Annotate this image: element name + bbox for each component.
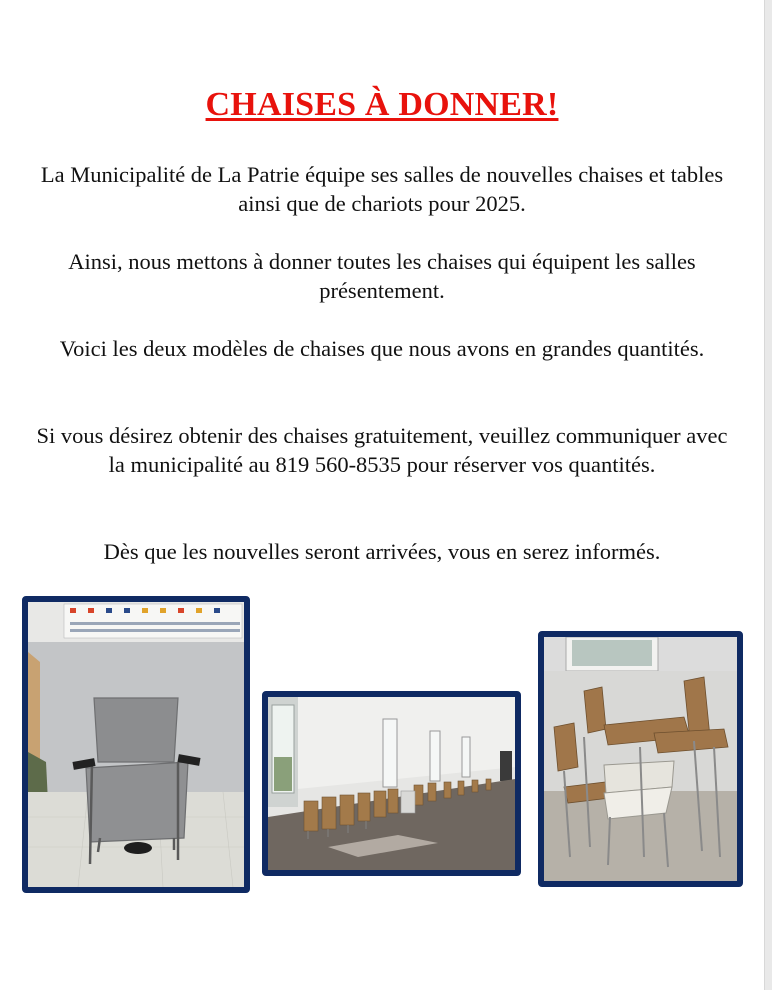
paragraph-models: Voici les deux modèles de chaises que nous avons en grandes quantités. (59, 336, 705, 361)
scrollbar[interactable] (764, 0, 772, 990)
paragraph-contact: Si vous désirez obtenir des chaises gratuitement, veuillez communiquer avec la municipalité au 819 560-8535 pour réserver vos quantités. (36, 423, 728, 477)
photo-hall-chairs (262, 691, 521, 876)
photo-stacked-chairs (538, 631, 743, 887)
flyer-title: CHAISES À DONNER! (205, 86, 559, 123)
photo-grey-chair (22, 596, 250, 893)
paragraph-notice: Dès que les nouvelles seront arrivées, vous en serez informés. (103, 539, 661, 564)
paragraph-donation: Ainsi, nous mettons à donner toutes les chaises qui équipent les salles présentement. (68, 249, 696, 303)
paragraph-intro: La Municipalité de La Patrie équipe ses salles de nouvelles chaises et tables ainsi que de chariots pour 2025. (40, 162, 724, 216)
